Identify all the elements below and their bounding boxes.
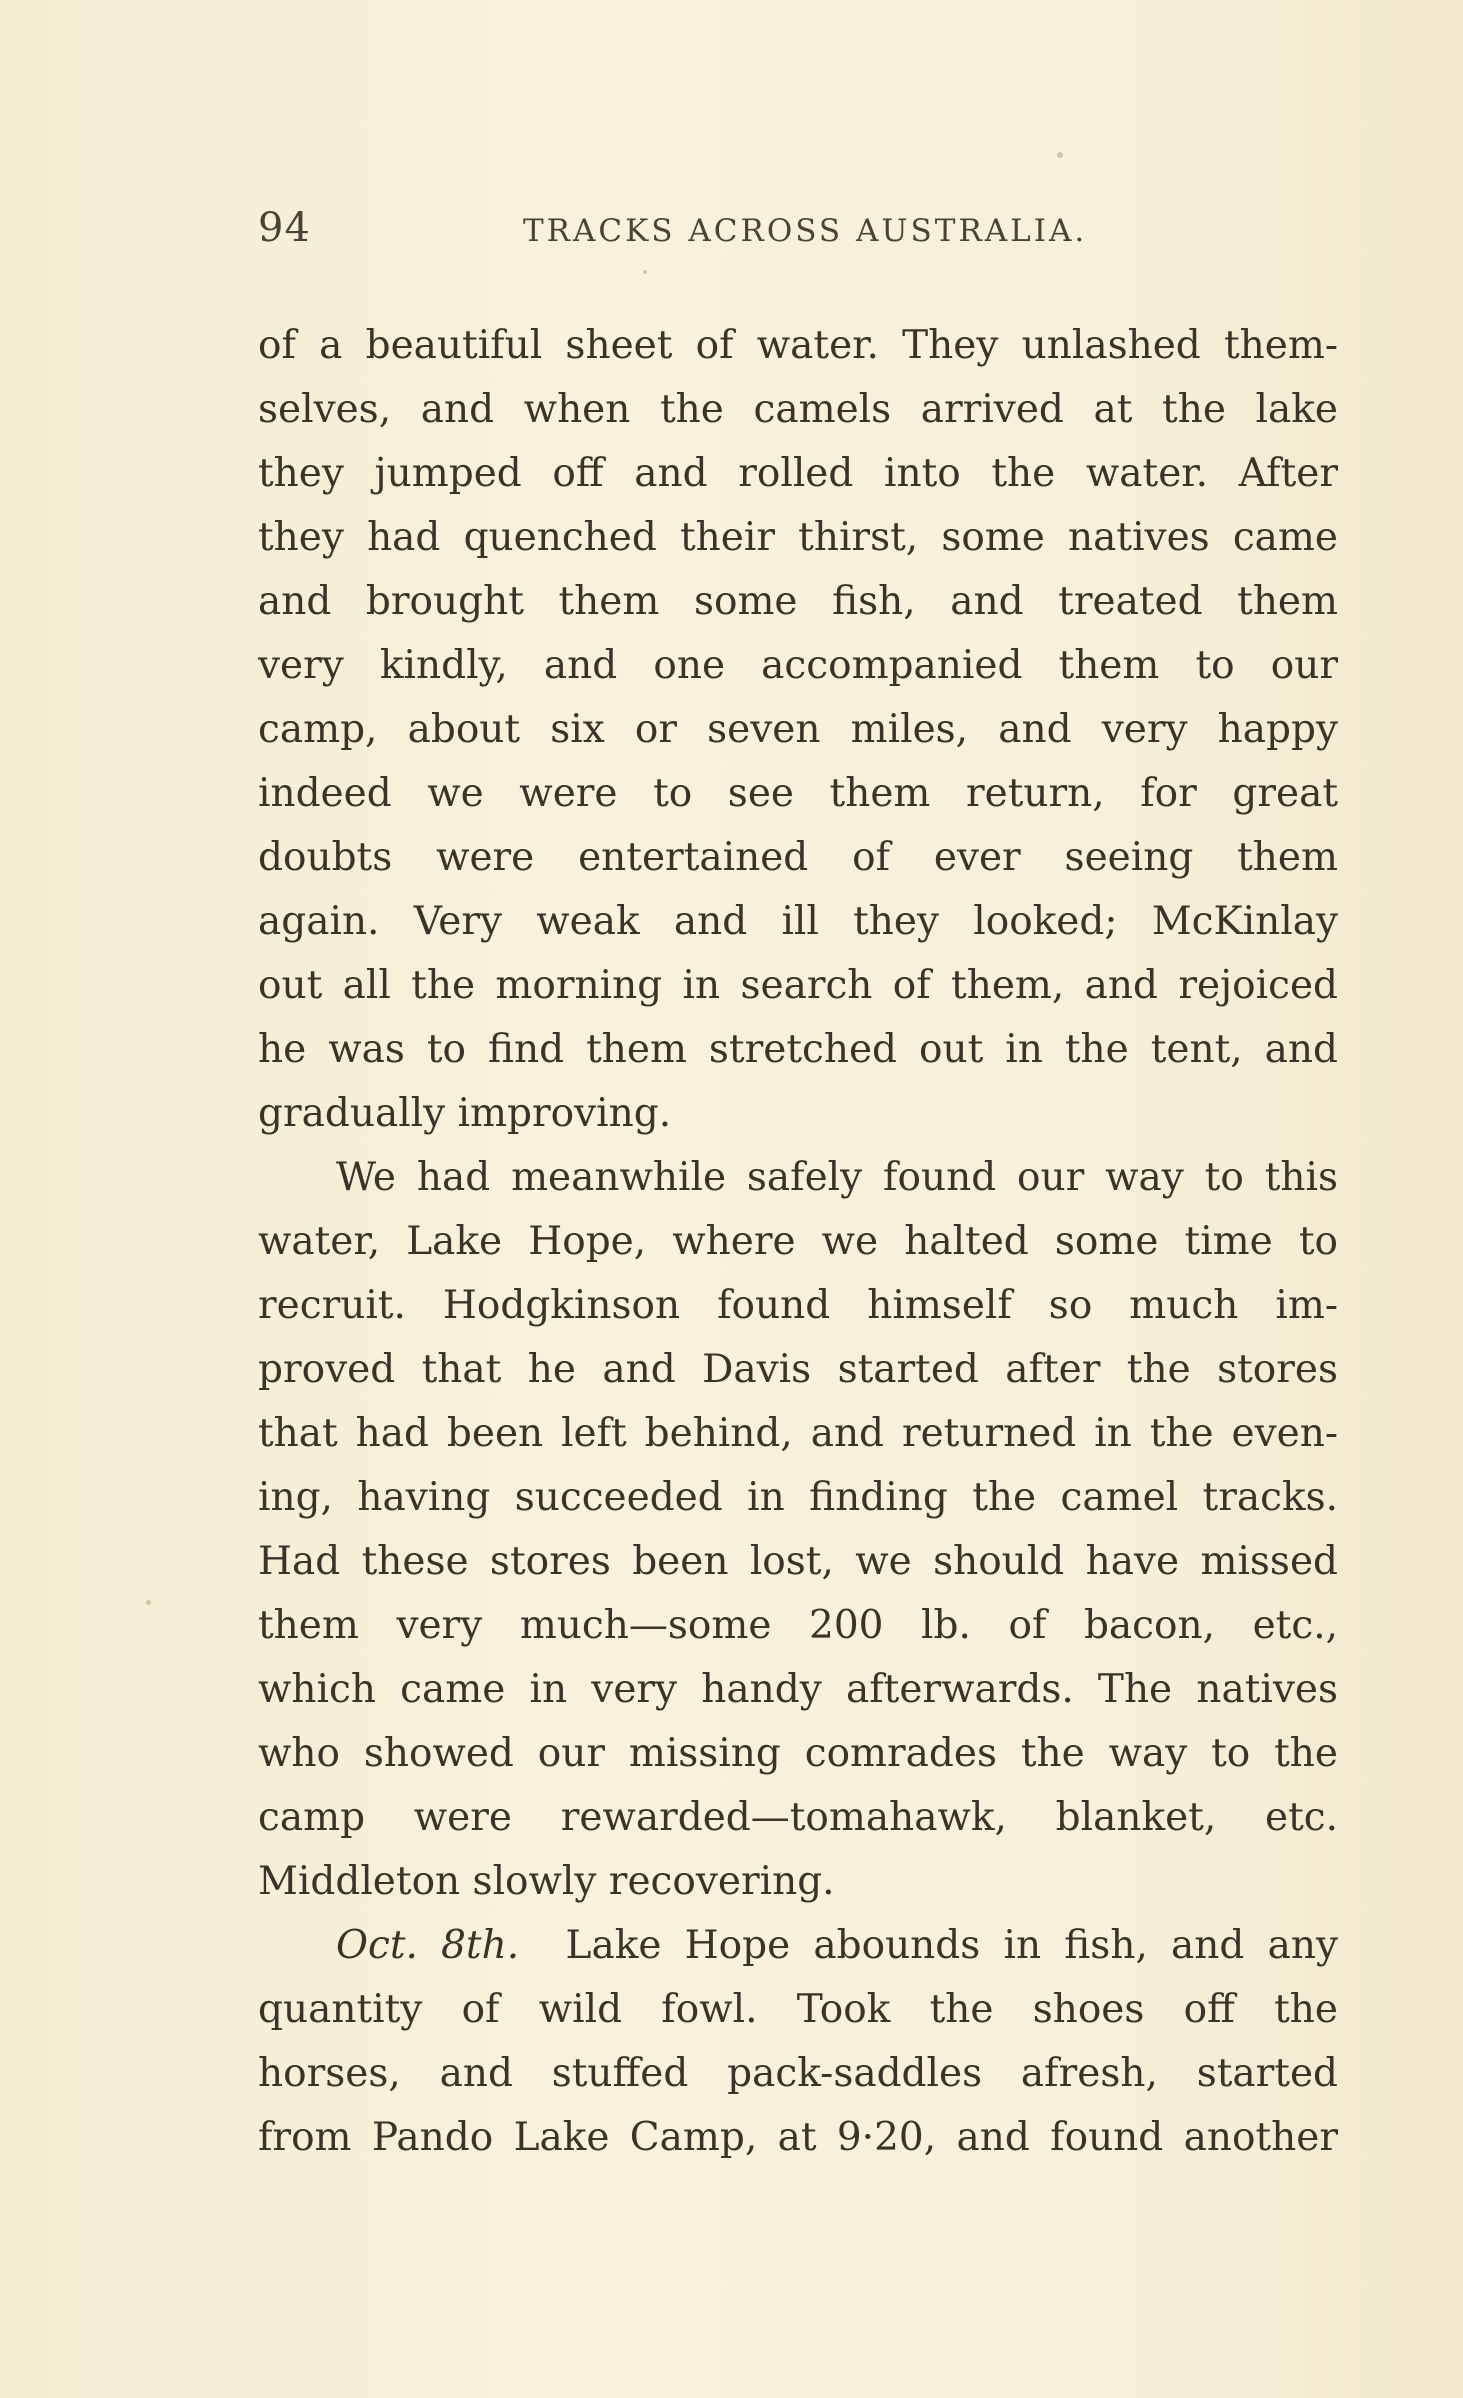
text-line: doubts were entertained of ever seeing them [258,835,1338,880]
text-line [258,1914,1338,1978]
text-line: from Pando Lake Camp, at 9·20, and found another [258,2115,1338,2160]
paper-speck [1057,152,1063,158]
paper-speck [643,270,647,274]
text-line: camp, about six or seven miles, and very happy [258,707,1338,752]
text-line: that had been left behind, and returned in the even- [258,1411,1338,1456]
text-line: they had quenched their thirst, some natives came [258,515,1338,560]
text-line: which came in very handy afterwards. The natives [258,1667,1338,1712]
paragraph-1 [258,314,1338,1146]
text-line: proved that he and Davis started after the stores [258,1347,1338,1392]
date-heading: Oct. 8th. [336,1923,520,1968]
text-line: he was to find them stretched out in the tent, and [258,1027,1338,1072]
text-line: indeed we were to see them return, for great [258,771,1338,816]
body-text [258,314,1338,2170]
text-line: water, Lake Hope, where we halted some time to [258,1219,1338,1264]
text-line: gradually improving. [258,1091,672,1136]
text-line: them very much—some 200 lb. of bacon, etc., [258,1603,1338,1648]
paper-speck [146,1600,151,1605]
page-header [258,205,1338,255]
text-line: quantity of wild fowl. Took the shoes off the [258,1987,1338,2032]
text-line: again. Very weak and ill they looked; McKinlay [258,899,1338,944]
paragraph-2 [258,1146,1338,1914]
text-line: camp were rewarded—tomahawk, blanket, etc. [258,1795,1338,1840]
running-head: TRACKS ACROSS AUSTRALIA. [523,213,1088,249]
text-line: selves, and when the camels arrived at the lake [258,387,1338,432]
text-line: horses, and stuffed pack-saddles afresh, started [258,2051,1338,2096]
text-fragment: Lake Hope abounds in fish, and any [565,1923,1339,1968]
paragraph-3 [258,1914,1338,2170]
text-line: they jumped off and rolled into the water. After [258,451,1338,496]
text-line: recruit. Hodgkinson found himself so much im- [258,1283,1338,1328]
text-line: Middleton slowly recovering. [258,1859,835,1904]
text-line: of a beautiful sheet of water. They unlashed them- [258,323,1338,368]
text-line: Had these stores been lost, we should have missed [258,1539,1338,1584]
page-number: 94 [258,205,311,251]
text-line: very kindly, and one accompanied them to our [258,643,1338,688]
text-line: out all the morning in search of them, and rejoiced [258,963,1338,1008]
text-line: who showed our missing comrades the way to the [258,1731,1338,1776]
text-line: and brought them some fish, and treated them [258,579,1338,624]
text-line: ing, having succeeded in finding the camel tracks. [258,1475,1338,1520]
text-line: We had meanwhile safely found our way to this [336,1155,1338,1200]
